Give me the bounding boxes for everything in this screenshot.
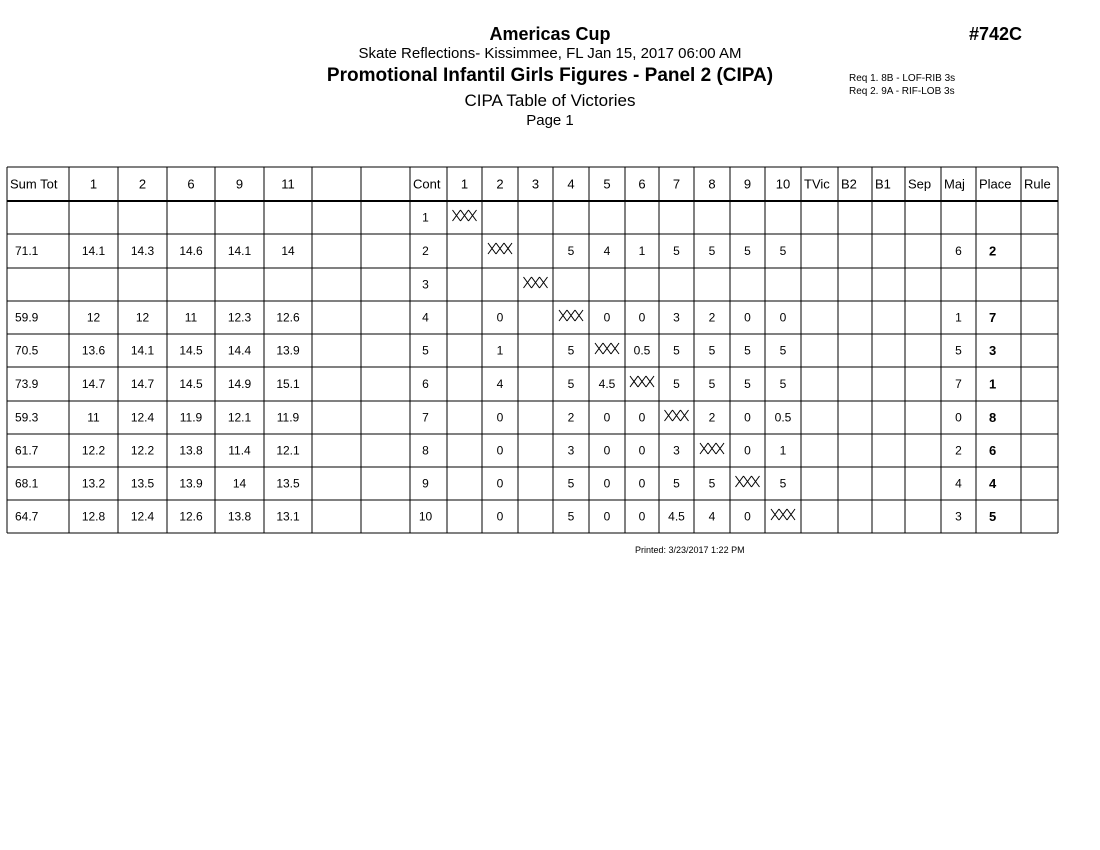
- requirement-1: Req 1. 8B - LOF-RIB 3s: [849, 73, 956, 84]
- judge-score: 11.4: [228, 443, 251, 458]
- event-name: Promotional Infantil Girls Figures - Panel 2 (CIPA): [326, 65, 774, 86]
- victory-value: 0: [603, 410, 611, 425]
- sum-total: 59.9: [15, 310, 39, 325]
- column-header: Rule: [1024, 176, 1051, 192]
- judge-score: 14.6: [179, 244, 203, 259]
- victory-value: 4.5: [668, 509, 685, 524]
- judge-score: 12.6: [179, 509, 203, 524]
- judge-score: 11: [87, 410, 100, 425]
- majority-value: 0: [955, 410, 962, 425]
- placement: 2: [989, 243, 997, 259]
- victory-value: 5: [744, 244, 751, 259]
- column-header: 6: [638, 176, 646, 192]
- column-header: B1: [875, 176, 891, 192]
- column-header: 9: [235, 176, 244, 192]
- column-header: 5: [603, 176, 611, 192]
- victory-value: 0: [744, 509, 751, 524]
- judge-score: 14: [232, 476, 247, 491]
- placement: 7: [989, 309, 997, 325]
- judge-score: 12.2: [130, 443, 155, 458]
- victory-value: 0: [638, 410, 646, 425]
- column-header: Place: [979, 176, 1012, 192]
- judge-score: 12.1: [276, 443, 300, 458]
- column-header: Sep: [908, 176, 932, 192]
- victory-value: 0: [496, 410, 504, 425]
- victory-value: 0: [496, 443, 504, 458]
- victory-value: 0: [744, 410, 751, 425]
- majority-value: 6: [955, 244, 962, 259]
- judge-score: 11.9: [276, 410, 300, 425]
- column-header: B2: [841, 176, 857, 192]
- victory-value: 0.5: [633, 343, 651, 358]
- victory-value: 5: [567, 377, 575, 392]
- sum-total: 64.7: [15, 509, 39, 524]
- judge-score: 13.5: [130, 476, 155, 491]
- victory-value: 5: [744, 343, 751, 358]
- column-header: 1: [460, 176, 469, 192]
- sum-total: 59.3: [15, 410, 39, 425]
- placement: 6: [989, 442, 997, 458]
- victory-value: 0.5: [774, 410, 792, 425]
- column-header: Cont: [413, 176, 441, 192]
- event-id: #742C: [968, 24, 1022, 44]
- event-title: Americas Cup: [489, 24, 611, 44]
- contestant-number: 2: [422, 244, 429, 259]
- judge-score: 14.4: [227, 343, 252, 358]
- judge-score: 13.8: [179, 443, 203, 458]
- placement: 3: [989, 342, 997, 358]
- column-header: 3: [531, 176, 540, 192]
- placement: 8: [989, 409, 997, 425]
- column-header: 4: [567, 176, 575, 192]
- majority-value: 1: [955, 310, 962, 325]
- judge-score: 14.1: [130, 343, 155, 358]
- column-header: 1: [89, 176, 98, 192]
- victory-value: 2: [567, 410, 575, 425]
- victory-value: 5: [708, 476, 716, 491]
- contestant-number: 9: [422, 476, 429, 491]
- contestant-number: 10: [418, 509, 433, 524]
- victory-value: 5: [673, 343, 680, 358]
- judge-score: 12.3: [227, 310, 252, 325]
- victory-value: 0: [496, 310, 504, 325]
- column-header: 2: [138, 176, 147, 192]
- victory-value: 0: [603, 476, 611, 491]
- judge-score: 12.4: [130, 410, 155, 425]
- judge-score: 14.3: [130, 244, 155, 259]
- judge-score: 12: [135, 310, 150, 325]
- victory-value: 5: [567, 343, 575, 358]
- victory-value: 0: [779, 310, 787, 325]
- victory-value: 1: [496, 343, 504, 358]
- victory-value: 5: [779, 377, 787, 392]
- judge-score: 13.6: [81, 343, 106, 358]
- victory-value: 3: [673, 310, 680, 325]
- page-label: Page 1: [526, 112, 574, 129]
- judge-score: 13.9: [179, 476, 203, 491]
- victory-value: 0: [638, 476, 646, 491]
- victory-value: 5: [673, 476, 680, 491]
- judge-score: 14.1: [227, 244, 252, 259]
- judge-score: 12.6: [276, 310, 300, 325]
- column-header: 9: [743, 176, 752, 192]
- judge-score: 12.4: [130, 509, 155, 524]
- sum-total: 61.7: [15, 443, 39, 458]
- victory-value: 4: [496, 377, 504, 392]
- victory-value: 3: [567, 443, 575, 458]
- column-header: 7: [672, 176, 681, 192]
- printed-timestamp: Printed: 3/23/2017 1:22 PM: [635, 545, 745, 555]
- judge-score: 14.5: [179, 343, 203, 358]
- majority-value: 7: [955, 377, 962, 392]
- victory-value: 5: [779, 476, 787, 491]
- victory-value: 4: [708, 509, 716, 524]
- victory-value: 5: [708, 244, 716, 259]
- judge-score: 11: [184, 310, 198, 325]
- judge-score: 12: [86, 310, 101, 325]
- victory-value: 0: [638, 310, 646, 325]
- contestant-number: 4: [422, 310, 429, 325]
- contestant-number: 3: [422, 277, 429, 292]
- victory-value: 5: [673, 244, 680, 259]
- victory-value: 0: [603, 443, 611, 458]
- judge-score: 14.5: [179, 377, 203, 392]
- judge-score: 13.9: [276, 343, 300, 358]
- victory-value: 5: [567, 509, 575, 524]
- requirement-2: Req 2. 9A - RIF-LOB 3s: [849, 86, 955, 97]
- victory-value: 5: [708, 343, 716, 358]
- victory-value: 0: [603, 509, 611, 524]
- victory-value: 5: [673, 377, 680, 392]
- majority-value: 5: [955, 343, 962, 358]
- victory-value: 5: [567, 244, 575, 259]
- judge-score: 12.1: [227, 410, 252, 425]
- victory-value: 2: [708, 310, 716, 325]
- victory-value: 0: [496, 509, 504, 524]
- victory-value: 4: [603, 244, 611, 259]
- sum-total: 73.9: [15, 377, 39, 392]
- column-header: 10: [775, 176, 791, 192]
- victory-value: 1: [779, 443, 787, 458]
- table-title: CIPA Table of Victories: [464, 91, 636, 110]
- placement: 4: [989, 475, 997, 491]
- judge-score: 13.5: [276, 476, 300, 491]
- majority-value: 2: [955, 443, 962, 458]
- sum-total: 70.5: [15, 343, 39, 358]
- victory-value: 5: [779, 244, 787, 259]
- column-header: 8: [708, 176, 716, 192]
- column-header: Sum Tot: [10, 176, 58, 192]
- judge-score: 13.1: [276, 509, 300, 524]
- victory-value: 0: [744, 310, 751, 325]
- victory-value: 0: [496, 476, 504, 491]
- judge-score: 14.9: [227, 377, 252, 392]
- contestant-number: 7: [422, 410, 429, 425]
- majority-value: 4: [955, 476, 962, 491]
- victory-value: 0: [638, 509, 646, 524]
- victory-value: 3: [673, 443, 680, 458]
- judge-score: 12.2: [81, 443, 106, 458]
- victory-value: 5: [744, 377, 751, 392]
- judge-score: 13.2: [81, 476, 106, 491]
- victory-value: 5: [708, 377, 716, 392]
- column-header: Maj: [944, 176, 965, 192]
- contestant-number: 8: [422, 443, 429, 458]
- judge-score: 14.1: [81, 244, 106, 259]
- sum-total: 71.1: [15, 244, 39, 259]
- venue-date-line: Skate Reflections- Kissimmee, FL Jan 15, 2017 06:00 AM: [358, 45, 742, 62]
- victory-value: 0: [744, 443, 751, 458]
- placement: 1: [989, 376, 997, 392]
- judge-score: 14: [281, 244, 295, 259]
- contestant-number: 6: [422, 377, 429, 392]
- judge-score: 12.8: [81, 509, 106, 524]
- victory-value: 0: [638, 443, 646, 458]
- victory-value: 1: [638, 244, 646, 259]
- column-header: 2: [496, 176, 504, 192]
- column-header: 11: [281, 176, 295, 192]
- victory-value: 4.5: [598, 377, 616, 392]
- victory-value: 0: [603, 310, 611, 325]
- column-header: TVic: [804, 176, 830, 192]
- judge-score: 14.7: [81, 377, 106, 392]
- contestant-number: 1: [422, 210, 429, 225]
- judge-score: 15.1: [276, 377, 300, 392]
- victory-value: 5: [779, 343, 787, 358]
- contestant-number: 5: [422, 343, 429, 358]
- judge-score: 14.7: [130, 377, 155, 392]
- victory-value: 2: [708, 410, 716, 425]
- majority-value: 3: [955, 509, 962, 524]
- sum-total: 68.1: [15, 476, 39, 491]
- victory-value: 5: [567, 476, 575, 491]
- judge-score: 11.9: [179, 410, 203, 425]
- column-header: 6: [187, 176, 195, 192]
- judge-score: 13.8: [227, 509, 252, 524]
- placement: 5: [989, 508, 997, 524]
